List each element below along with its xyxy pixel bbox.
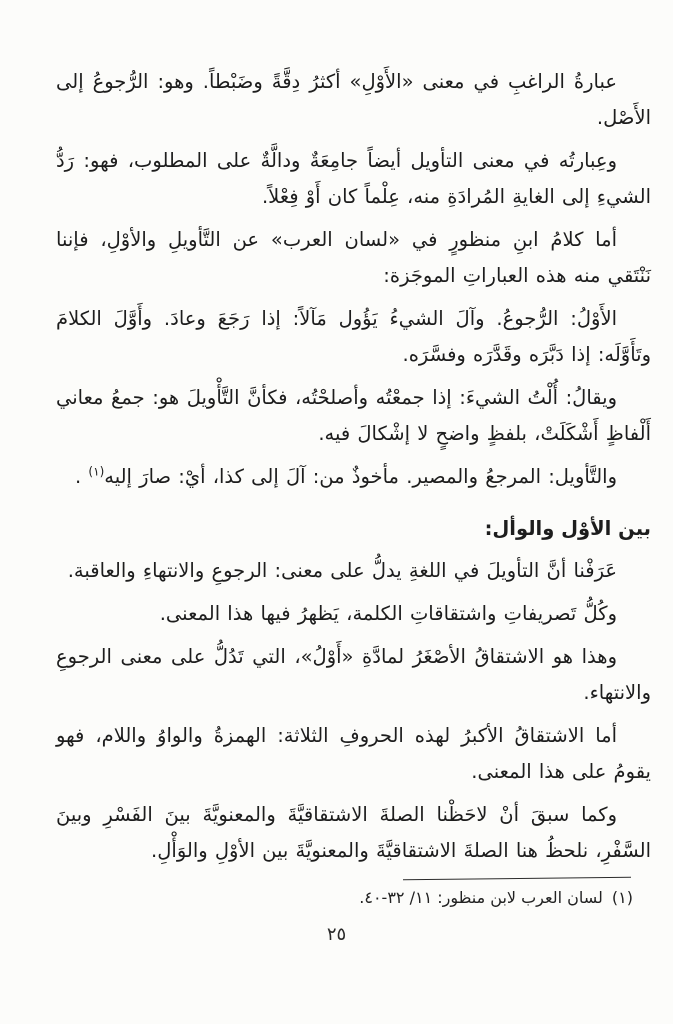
footnote-section xyxy=(333,878,633,910)
paragraph: ويقالُ: أُلْتُ الشيءَ: إذا جمعْتُه وأصلحْتُه، فكأنَّ التَّأْويلَ هو: جمعُ معاني أَلْفاظٍ أَشْكَلَتْ، بلفظٍ واضحٍ لا إشْكالَ فيه. xyxy=(56,386,651,445)
paragraph: أما كلامُ ابنِ منظورٍ في «لسان العرب» عن التَّأويلِ والأوْلِ، فإننا نَنْتَقي منه هذه العباراتِ الموجَزة: xyxy=(56,228,651,287)
paragraph: أما الاشتقاقُ الأكبرُ لهذه الحروفِ الثلاثة: الهمزةُ والواوُ واللام، فهو يقومُ على هذا المعنى. xyxy=(56,724,651,783)
paragraph: الأَوْلُ: الرُّجوعُ. وآلَ الشيءُ يَؤُول مَآلاً: إذا رَجَعَ وعادَ. وأَوَّلَ الكلامَ وتَأَوَّلَه: إذا دَبَّرَه وقَدَّرَه وفسَّرَه. xyxy=(56,307,651,366)
footnote xyxy=(333,886,633,910)
paragraph: وهذا هو الاشتقاقُ الأصْغَرُ لمادَّةِ «أَوْلُ»، التي تَدُلُّ على معنى الرجوعِ والانتهاء. xyxy=(56,645,651,704)
paragraph: وكما سبقَ أنْ لاحَظْنا الصلةَ الاشتقاقيَّةَ والمعنويَّةَ بينَ الفَسْرِ وبينَ السَّفْرِ، نلحظُ هنا الصلةَ الاشتقاقيَّةَ والمعنويَّةَ بين الأوْلِ والوَأْلِ. xyxy=(56,803,651,862)
paragraph: والتَّأويل: المرجعُ والمصير. مأخوذٌ من: آلَ إلى كذا، أيْ: صارَ إليه$^{(١)}$ . xyxy=(75,464,617,488)
footnote-marker: (١) xyxy=(611,888,633,907)
section-heading: بين الأوْل والوأل: xyxy=(484,517,651,540)
paragraph: وكُلُّ تَصريفاتِ واشتقاقاتِ الكلمة، يَظهرُ فيها هذا المعنى. xyxy=(159,602,617,625)
page-number: ٢٥ xyxy=(326,924,347,945)
footnote-ref: (١) xyxy=(88,464,105,479)
footnote-divider xyxy=(403,877,631,880)
paragraph: وعِبارتُه في معنى التأويل أيضاً جامِعَةٌ ودالَّةٌ على المطلوب، فهو: رَدُّ الشيءِ إلى الغايةِ المُرادَةِ منه، عِلْماً كان أَوْ فِعْلاً. xyxy=(56,149,651,208)
footnote-text: لسان العرب لابن منظور: ١١/ ٣٢-٤٠. xyxy=(359,888,603,907)
paragraph: عَرَفْنا أنَّ التأويلَ في اللغةِ يدلُّ على معنى: الرجوعِ والانتهاءِ والعاقبة. xyxy=(67,559,617,582)
paragraph: عبارةُ الراغبِ في معنى «الأَوْلِ» أكثرُ دِقَّةً وضَبْطاً. وهو: الرُّجوعُ إلى الأَصْل. xyxy=(56,70,651,129)
